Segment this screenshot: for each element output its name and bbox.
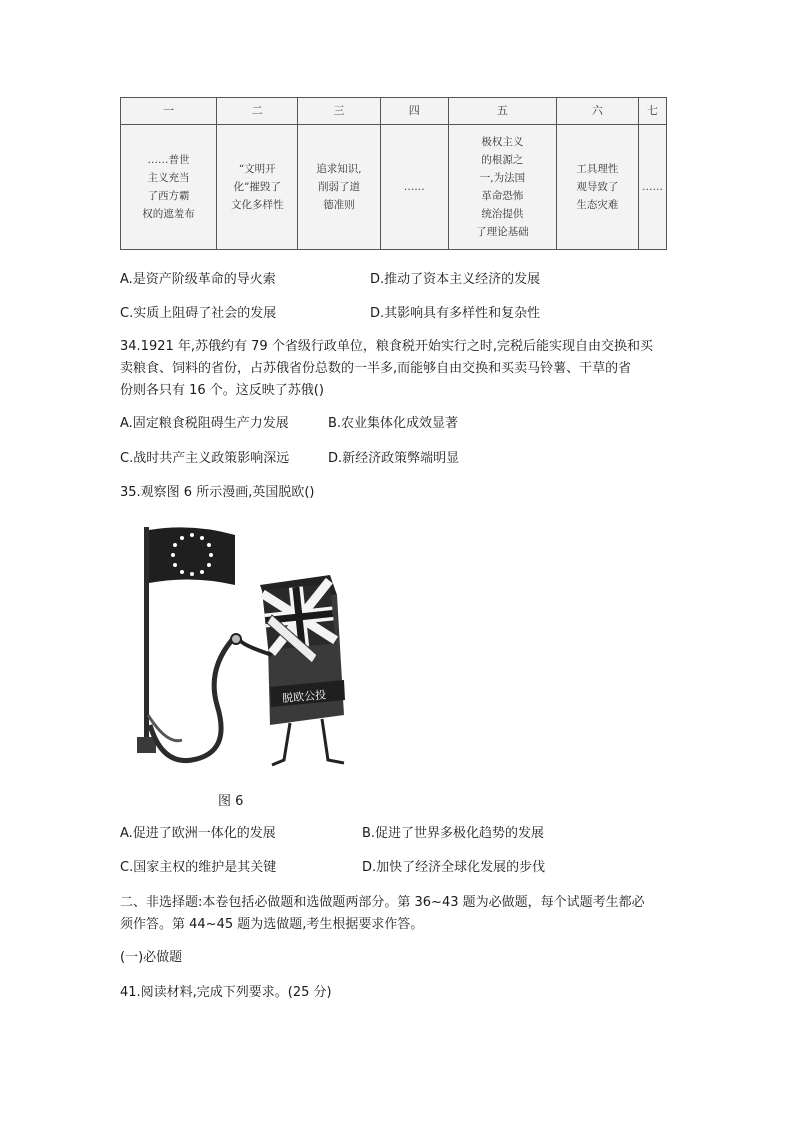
q34-stem-line1: 34.1921 年,苏俄约有 79 个省级行政单位，粮食税开始实行之时,完税后能实现自由交换和买 bbox=[120, 339, 653, 354]
q34-stem-line3: 份则各只有 16 个。这反映了苏俄() bbox=[120, 383, 324, 398]
cartoon-leg-right bbox=[322, 719, 344, 763]
q34-option-d: D.新经济政策弊端明显 bbox=[328, 451, 460, 466]
table-header-cell: 七 bbox=[639, 98, 667, 125]
q34-option-a: A.固定粮食税阻碍生产力发展 bbox=[120, 416, 289, 431]
q34-option-c: C.战时共产主义政策影响深远 bbox=[120, 451, 290, 466]
table-header-cell: 四 bbox=[380, 98, 448, 125]
table-header-cell: 三 bbox=[298, 98, 380, 125]
q34-option-b: B.农业集体化成效显著 bbox=[328, 416, 459, 431]
q35-stem: 35.观察图 6 所示漫画,英国脱欧() bbox=[120, 485, 315, 500]
q35-option-b: B.促进了世界多极化趋势的发展 bbox=[362, 826, 545, 841]
table-header-cell: 二 bbox=[217, 98, 298, 125]
table-header-cell: 一 bbox=[121, 98, 217, 125]
table-header-cell: 六 bbox=[556, 98, 638, 125]
part2-intro-line2: 须作答。第 44~45 题为选做题,考生根据要求作答。 bbox=[120, 917, 424, 932]
required-section-heading: (一)必做题 bbox=[120, 950, 183, 965]
q33-option-d-first: D.推动了资本主义经济的发展 bbox=[370, 272, 541, 287]
q35-option-a: A.促进了欧洲一体化的发展 bbox=[120, 826, 276, 841]
table-header-cell: 五 bbox=[449, 98, 557, 125]
cartoon-leg-left bbox=[272, 723, 290, 765]
table-cell: ……普世 主义充当 了西方霸 权的遮羞布 bbox=[142, 154, 195, 220]
q33-option-a: A.是资产阶级革命的导火索 bbox=[120, 272, 276, 287]
rope bbox=[150, 640, 232, 761]
q35-option-c: C.国家主权的维护是其关键 bbox=[120, 860, 277, 875]
cartoon-hand bbox=[231, 634, 241, 644]
brexit-cartoon bbox=[122, 515, 362, 780]
table-cell: 追求知识, 削弱了道 德准则 bbox=[316, 163, 362, 211]
q33-option-d-second: D.其影响具有多样性和复杂性 bbox=[370, 306, 541, 321]
table-cell: 工具理性 观导致了 生态灾难 bbox=[576, 163, 619, 211]
q34-stem-line2: 卖粮食、饲料的省份，占苏俄省份总数的一半多,而能够自由交换和买卖马铃薯、干草的省 bbox=[120, 361, 632, 376]
q33-option-c: C.实质上阻碍了社会的发展 bbox=[120, 306, 277, 321]
table-header-row bbox=[121, 98, 667, 125]
table-cell: …… bbox=[642, 181, 663, 193]
figure-caption: 图 6 bbox=[218, 794, 244, 809]
table-row bbox=[121, 125, 667, 250]
ballot-box-label: 脱欧公投 bbox=[281, 688, 327, 706]
table-cell: …… bbox=[403, 181, 425, 193]
comparison-table bbox=[120, 97, 667, 250]
q35-option-d: D.加快了经济全球化发展的步伐 bbox=[362, 860, 546, 875]
q41-stem: 41.阅读材料,完成下列要求。(25 分) bbox=[120, 985, 332, 1000]
table-cell: 极权主义 的根源之 一,为法国 革命恐怖 统治提供 了理论基础 bbox=[476, 136, 529, 238]
part2-intro-line1: 二、非选择题:本卷包括必做题和选做题两部分。第 36~43 题为必做题，每个试题考生都必 bbox=[120, 895, 645, 910]
table-cell: “文明开 化”摧毁了 文化多样性 bbox=[230, 163, 284, 211]
cartoon-arm bbox=[240, 640, 272, 655]
brexit-cartoon-illustration bbox=[122, 515, 362, 780]
flag-pole bbox=[144, 527, 149, 752]
